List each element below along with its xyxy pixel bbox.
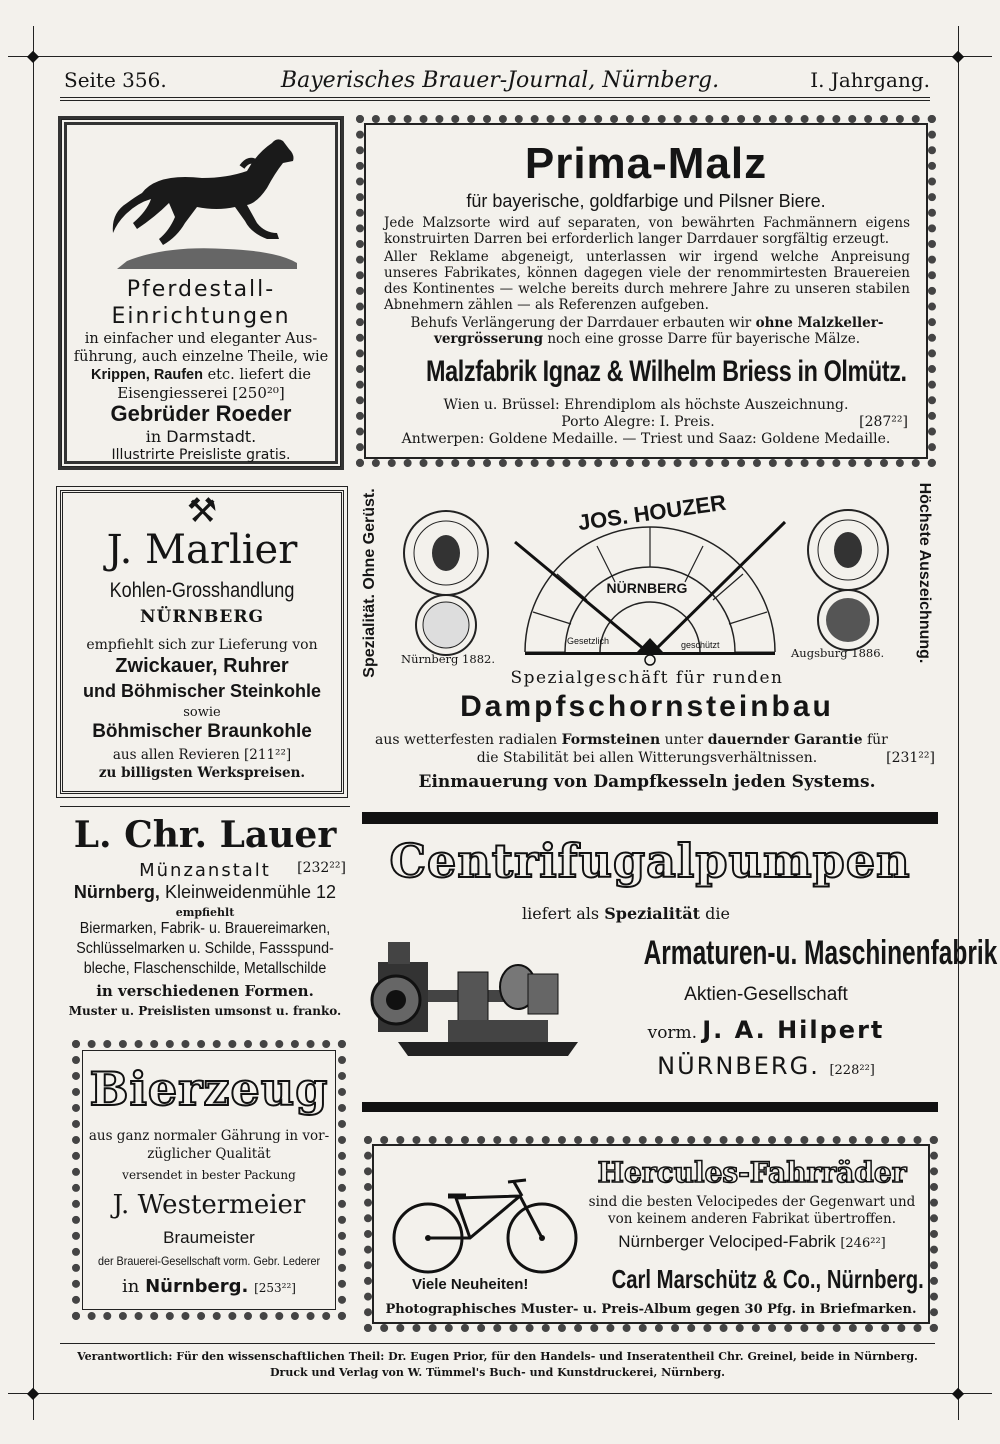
corner-ornament-icon: ◆ xyxy=(26,46,40,65)
ad-hilpert xyxy=(362,808,998,1124)
westermeier-name: J. Westermeier xyxy=(112,1190,306,1220)
westermeier-line-3: versendet in bester Packung xyxy=(122,1168,296,1182)
houzer-arc-name: JOS. HOUZER xyxy=(576,489,728,536)
bicycle-icon xyxy=(390,1174,580,1278)
malz-subtitle: für bayerische, goldfarbige und Pilsner Biere. xyxy=(466,191,826,211)
hilpert-city: NÜRNBERG. [228²²] xyxy=(657,1052,875,1080)
ad-houzer xyxy=(357,482,937,800)
hilpert-title: Centrifugalpumpen xyxy=(389,834,911,888)
horse-icon xyxy=(107,133,303,269)
lauer-line-5: Schlüsselmarken u. Schilde, Fassspund- xyxy=(76,940,334,957)
lauer-line-1: Münzanstalt [232²²] xyxy=(139,860,346,881)
marlier-line-7: Böhmischer Braunkohle xyxy=(92,721,312,742)
malz-firm: Malzfabrik Ignaz & Wilhelm Briess in Olmütz. xyxy=(426,355,907,388)
corner-ornament-icon: ◆ xyxy=(951,1383,965,1402)
lauer-name: L. Chr. Lauer xyxy=(73,814,337,856)
medal-augsburg-icon xyxy=(803,506,893,656)
houzer-side-right: Höchste Auszeichnung. xyxy=(916,482,933,664)
page-number: Seite 356. xyxy=(64,68,167,92)
houzer-line-4: die Stabilität bei allen Witterungsverhältnissen. [231²²] xyxy=(476,750,935,766)
ad-westermeier xyxy=(72,1040,346,1320)
roeder-line-2: führung, auch einzelne Theile, wie xyxy=(73,349,329,365)
ad-hercules xyxy=(364,1136,938,1332)
hercules-left: Viele Neuheiten! xyxy=(412,1276,529,1293)
marlier-line-5: und Böhmischer Steinkohle xyxy=(82,681,322,701)
hercules-firm: Carl Marschütz & Co., Nürnberg. xyxy=(611,1264,924,1294)
houzer-left-city: Nürnberg 1882. xyxy=(401,652,495,666)
westermeier-line-2: züglicher Qualität xyxy=(147,1146,271,1162)
footer-line-1: Verantwortlich: Für den wissenschaftlichen Theil: Dr. Eugen Prior, für den Handels- und Inseratentheil Chr. Greinel, beide in Nürnberg. xyxy=(77,1350,918,1363)
houzer-mark-1: Gesetzlich xyxy=(567,636,610,646)
lauer-line-4: Biermarken, Fabrik- u. Brauereimarken, xyxy=(79,920,331,937)
ad-roeder xyxy=(58,116,344,470)
roeder-line-4: Eisengiesserei [250²⁰] xyxy=(117,384,285,402)
marlier-line-1: Kohlen-Grosshandlung xyxy=(109,579,295,602)
westermeier-line-1: aus ganz normaler Gährung in vor- xyxy=(88,1128,330,1144)
hercules-line-4: Photographisches Muster- u. Preis-Album gegen 30 Pfg. in Briefmarken. xyxy=(385,1302,917,1317)
westermeier-line-7: in Nürnberg. [253²²] xyxy=(122,1276,296,1297)
lauer-line-8: Muster u. Preislisten umsonst u. franko. xyxy=(68,1004,342,1018)
marlier-line-6: sowie xyxy=(183,705,221,720)
roeder-city: in Darmstadt. xyxy=(145,427,257,446)
houzer-line-2: Dampfschornsteinbau xyxy=(460,690,834,723)
roeder-line-3: Krippen, Raufen etc. liefert die xyxy=(90,367,311,383)
hercules-title: Hercules-Fahrräder xyxy=(597,1156,907,1189)
lauer-line-6: bleche, Flaschenschilde, Metallschilde xyxy=(83,960,327,977)
houzer-arc-city: NÜRNBERG xyxy=(606,580,688,596)
roeder-firm: Gebrüder Roeder xyxy=(110,401,292,426)
marlier-line-8: aus allen Revieren [211²²] xyxy=(112,747,292,763)
journal-title: Bayerisches Brauer-Journal, Nürnberg. xyxy=(280,68,720,93)
ad-prima-malz xyxy=(356,115,936,467)
marlier-city: NÜRNBERG xyxy=(139,607,264,627)
westermeier-line-5: Braumeister xyxy=(163,1228,255,1247)
malz-para-2: Aller Reklame abgeneigt, unterlassen wir irgend welche Anpreisung unseres Fabrikates, können dagegen viele der renommirtesten Brauereien des Kontinentes — welche bereits durch mehrere Jahre zu unseren stabilen Abnehmern zählen — als Referenzen aufgeben. xyxy=(384,249,910,313)
houzer-line-5: Einmauerung von Dampfkesseln jeden Systems. xyxy=(418,772,876,792)
hammer-pick-icon: ⚒ xyxy=(186,491,218,531)
hilpert-line-3: Aktien-Gesellschaft xyxy=(684,984,848,1005)
houzer-line-3: aus wetterfesten radialen Formsteinen unter dauernder Garantie für xyxy=(375,732,888,748)
lauer-line-2: Nürnberg, Kleinweidenmühle 12 xyxy=(73,882,337,902)
malz-title: Prima-Malz xyxy=(524,139,768,188)
roeder-line-1: in einfacher und eleganter Aus- xyxy=(84,331,318,347)
malz-award-3: Antwerpen: Goldene Medaille. — Triest und Saaz: Goldene Medaille. xyxy=(401,431,891,447)
lauer-line-3: empfiehlt xyxy=(175,906,235,919)
malz-award-1: Wien u. Brüssel: Ehrendiplom als höchste Auszeichnung. xyxy=(443,397,849,413)
hercules-line-1: sind die besten Velocipedes der Gegenwart und xyxy=(588,1194,916,1210)
ad-marlier xyxy=(60,490,344,794)
corner-ornament-icon: ◆ xyxy=(26,1383,40,1402)
malz-para-3: Behufs Verlängerung der Darrdauer erbauten wir ohne Malzkeller- vergrösserung noch eine grosse Darre für bayerische Mälze. xyxy=(410,315,884,347)
hilpert-firm: Armaturen-u. Maschinenfabrik xyxy=(643,934,998,972)
roeder-pricelist: Illustrirte Preisliste gratis. xyxy=(111,447,291,463)
hilpert-line-4: vorm. J. A. Hilpert xyxy=(647,1016,885,1044)
ad-lauer xyxy=(60,806,350,1026)
houzer-mark-2: geschützt xyxy=(681,640,720,650)
roeder-title-1: Pferdestall- xyxy=(126,277,276,302)
marlier-line-9: zu billigsten Werkspreisen. xyxy=(98,765,306,781)
westermeier-line-6: der Brauerei-Gesellschaft vorm. Gebr. Lederer xyxy=(97,1254,321,1268)
corner-ornament-icon: ◆ xyxy=(951,46,965,65)
hilpert-line-1: liefert als Spezialität die xyxy=(522,904,730,923)
roeder-title-2: Einrichtungen xyxy=(111,304,291,329)
houzer-line-1: Spezialgeschäft für runden xyxy=(510,668,784,688)
footer-line-2: Druck und Verlag von W. Tümmel's Buch- und Kunstdruckerei, Nürnberg. xyxy=(270,1366,725,1379)
hercules-line-2: von keinem anderen Fabrikat übertroffen. xyxy=(607,1211,896,1227)
houzer-side-left: Spezialität. Ohne Gerüst. xyxy=(361,488,378,678)
hercules-line-3: Nürnberger Velociped-Fabrik [246²²] xyxy=(618,1232,886,1251)
westermeier-title: Bierzeug xyxy=(89,1062,329,1116)
volume: I. Jahrgang. xyxy=(810,68,930,92)
malz-para-1: Jede Malzsorte wird auf separaten, von bewährten Fachmännern eigens konstruirten Darren bei erforderlich langer Darrdauer sorgfältig erzeugt. xyxy=(384,215,910,247)
marlier-line-3: empfiehlt sich zur Lieferung von xyxy=(86,637,318,653)
medal-nuernberg-icon xyxy=(399,508,493,658)
pump-machine-icon xyxy=(368,932,588,1072)
lauer-line-7: in verschiedenen Formen. xyxy=(96,982,314,1000)
marlier-line-4: Zwickauer, Ruhrer xyxy=(115,655,289,677)
malz-award-2: Porto Alegre: I. Preis. [287²²] xyxy=(561,414,908,430)
marlier-name: J. Marlier xyxy=(106,527,298,573)
houzer-right-city: Augsburg 1886. xyxy=(791,646,885,660)
